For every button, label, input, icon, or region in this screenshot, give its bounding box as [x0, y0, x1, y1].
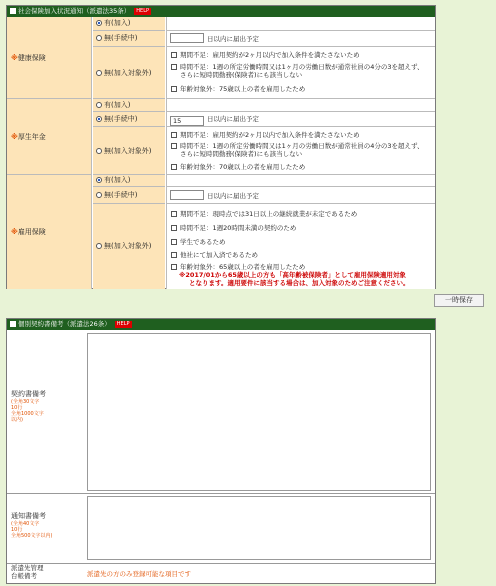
radio-selected-icon	[96, 177, 102, 183]
help-link[interactable]: HELP	[136, 8, 150, 14]
employment-reason-1[interactable]: 期間不足：現時点では31日以上の継続就業が未定であるため	[171, 209, 357, 218]
checkbox-icon	[171, 239, 177, 245]
social-insurance-title: 社会保険加入状況通知（派遣法35条）	[18, 7, 131, 15]
radio-selected-icon	[96, 116, 102, 122]
employment-exempt-label: 無(加入対象外)	[104, 242, 152, 250]
required-mark: ※	[11, 133, 18, 141]
pension-label: 厚生年金	[17, 133, 46, 141]
employment-pending-option[interactable]	[93, 187, 165, 204]
notice-notes-textarea[interactable]	[87, 496, 431, 560]
radio-icon	[96, 148, 102, 154]
pension-pending-label: 無(手続中)	[104, 115, 138, 123]
dest-ledger-label-block	[11, 564, 44, 580]
health-pending-value	[166, 31, 435, 47]
contract-notes-label: 契約書備考	[11, 390, 46, 398]
contract-notes-hint: (全角30文字	[11, 399, 40, 405]
contract-notes-title: 個別契約書備考（派遣法26条）	[18, 320, 111, 328]
pension-reason-3[interactable]: 年齢対象外：70歳以上の者を雇用したため	[171, 162, 305, 171]
dest-ledger-label: 台帳備考	[11, 572, 37, 580]
notice-notes-label: 通知書備考	[11, 512, 46, 520]
header-square-icon	[10, 321, 16, 327]
checkbox-icon	[171, 164, 177, 170]
notice-notes-hint: 全角500文字以内)	[11, 533, 53, 539]
contract-notes-label-block	[11, 389, 46, 423]
health-yes-label: 有(加入)	[104, 19, 131, 27]
pension-yes-label: 有(加入)	[104, 101, 131, 109]
employment-reason-2[interactable]: 時間不足：1週20時間未満の契約のため	[171, 223, 296, 232]
radio-icon	[96, 35, 102, 41]
divider	[7, 493, 435, 494]
radio-icon	[96, 70, 102, 76]
checkbox-icon	[171, 252, 177, 258]
pension-days-suffix: 日以内に届出予定	[207, 115, 259, 123]
health-insurance-label-cell	[7, 17, 92, 99]
required-mark: ※	[11, 54, 18, 62]
save-button[interactable]: 一時保存	[434, 294, 484, 307]
help-link[interactable]: HELP	[116, 321, 130, 327]
health-pending-label: 無(手続中)	[104, 34, 138, 42]
health-days-input[interactable]	[170, 33, 204, 43]
employment-warning-1: ※2017/01から65歳以上の方も「高年齢被保険者」として雇用保険適用対象	[179, 271, 406, 279]
health-exempt-label: 無(加入対象外)	[104, 69, 152, 77]
health-reason-1[interactable]: 期間不足：雇用契約が2ヶ月以内で加入条件を満たさないため	[171, 50, 360, 59]
employment-pending-label: 無(手続中)	[104, 191, 138, 199]
contract-notes-panel	[6, 318, 436, 584]
pension-exempt-option[interactable]	[93, 127, 165, 175]
health-pending-option[interactable]	[93, 31, 165, 47]
employment-pending-value	[166, 187, 435, 204]
pension-yes-option[interactable]	[93, 99, 165, 112]
employment-yes-label: 有(加入)	[104, 176, 131, 184]
employment-exempt-option[interactable]	[93, 204, 165, 289]
pension-pending-value	[166, 112, 435, 127]
social-insurance-header	[7, 6, 435, 17]
employment-warning-2: となります。適用要件に該当する場合は、加入対象のためご注意ください。	[189, 279, 410, 287]
contract-notes-header	[7, 319, 435, 330]
social-insurance-panel	[6, 5, 436, 289]
checkbox-icon	[171, 264, 177, 270]
dest-ledger-note: 派遣先の方のみ登録可能な項目です	[87, 570, 191, 578]
pension-pending-option[interactable]	[93, 112, 165, 127]
contract-notes-hint: 全角1000文字	[11, 411, 44, 417]
pension-reason-2-cont: さらに短時間勤務(保険者)にも該当しない	[180, 150, 303, 158]
checkbox-icon	[171, 132, 177, 138]
employment-insurance-label: 雇用保険	[17, 228, 46, 236]
radio-icon	[96, 243, 102, 249]
employment-days-suffix: 日以内に届出予定	[207, 192, 259, 200]
radio-selected-icon	[96, 20, 102, 26]
health-yes-option[interactable]	[93, 17, 165, 31]
contract-notes-hint: 以内)	[11, 417, 23, 423]
header-square-icon	[10, 8, 16, 14]
employment-exempt-reasons	[166, 204, 435, 289]
employment-label-cell	[7, 175, 92, 289]
employment-yes-value	[166, 175, 435, 187]
checkbox-icon	[171, 52, 177, 58]
notice-notes-hint: 10行	[11, 527, 23, 533]
health-exempt-reasons	[166, 47, 435, 99]
health-reason-2[interactable]: 時間不足：1週の所定労働時間又は1ヶ月の労働日数が通常社員の4分の3を超えず、	[171, 62, 424, 71]
health-exempt-option[interactable]	[93, 47, 165, 99]
contract-notes-textarea[interactable]	[87, 333, 431, 491]
pension-label-cell	[7, 99, 92, 175]
checkbox-icon	[171, 211, 177, 217]
employment-yes-option[interactable]	[93, 175, 165, 187]
health-days-suffix: 日以内に届出予定	[207, 35, 259, 43]
health-reason-2-cont: さらに短時間勤務(保険者)にも該当しない	[180, 71, 303, 79]
pension-exempt-label: 無(加入対象外)	[104, 147, 152, 155]
required-mark: ※	[11, 228, 18, 236]
employment-reason-5[interactable]: 年齢対象外：65歳以上の者を雇用したため	[171, 262, 305, 271]
checkbox-icon	[171, 86, 177, 92]
pension-reason-1[interactable]: 期間不足：雇用契約が2ヶ月以内で加入条件を満たさないため	[171, 130, 360, 139]
pension-reason-2[interactable]: 時間不足：1週の所定労働時間又は1ヶ月の労働日数が通常社員の4分の3を超えず、	[171, 141, 424, 150]
contract-notes-hint: 10行	[11, 405, 23, 411]
health-yes-value	[166, 17, 435, 31]
checkbox-icon	[171, 225, 177, 231]
notice-notes-label-block	[11, 511, 53, 539]
health-reason-3[interactable]: 年齢対象外：75歳以上の者を雇用したため	[171, 84, 305, 93]
health-insurance-label: 健康保険	[17, 54, 46, 62]
pension-days-input[interactable]: 15	[170, 116, 204, 126]
notice-notes-hint: (全角40文字	[11, 521, 40, 527]
radio-icon	[96, 192, 102, 198]
employment-reason-4[interactable]: 他社にて加入済であるため	[171, 250, 258, 259]
employment-days-input[interactable]	[170, 190, 204, 200]
pension-yes-value	[166, 99, 435, 112]
employment-reason-3[interactable]: 学生であるため	[171, 237, 226, 246]
divider	[7, 563, 435, 564]
pension-exempt-reasons	[166, 127, 435, 175]
dest-ledger-label: 派遣先管理	[11, 564, 44, 572]
radio-icon	[96, 102, 102, 108]
